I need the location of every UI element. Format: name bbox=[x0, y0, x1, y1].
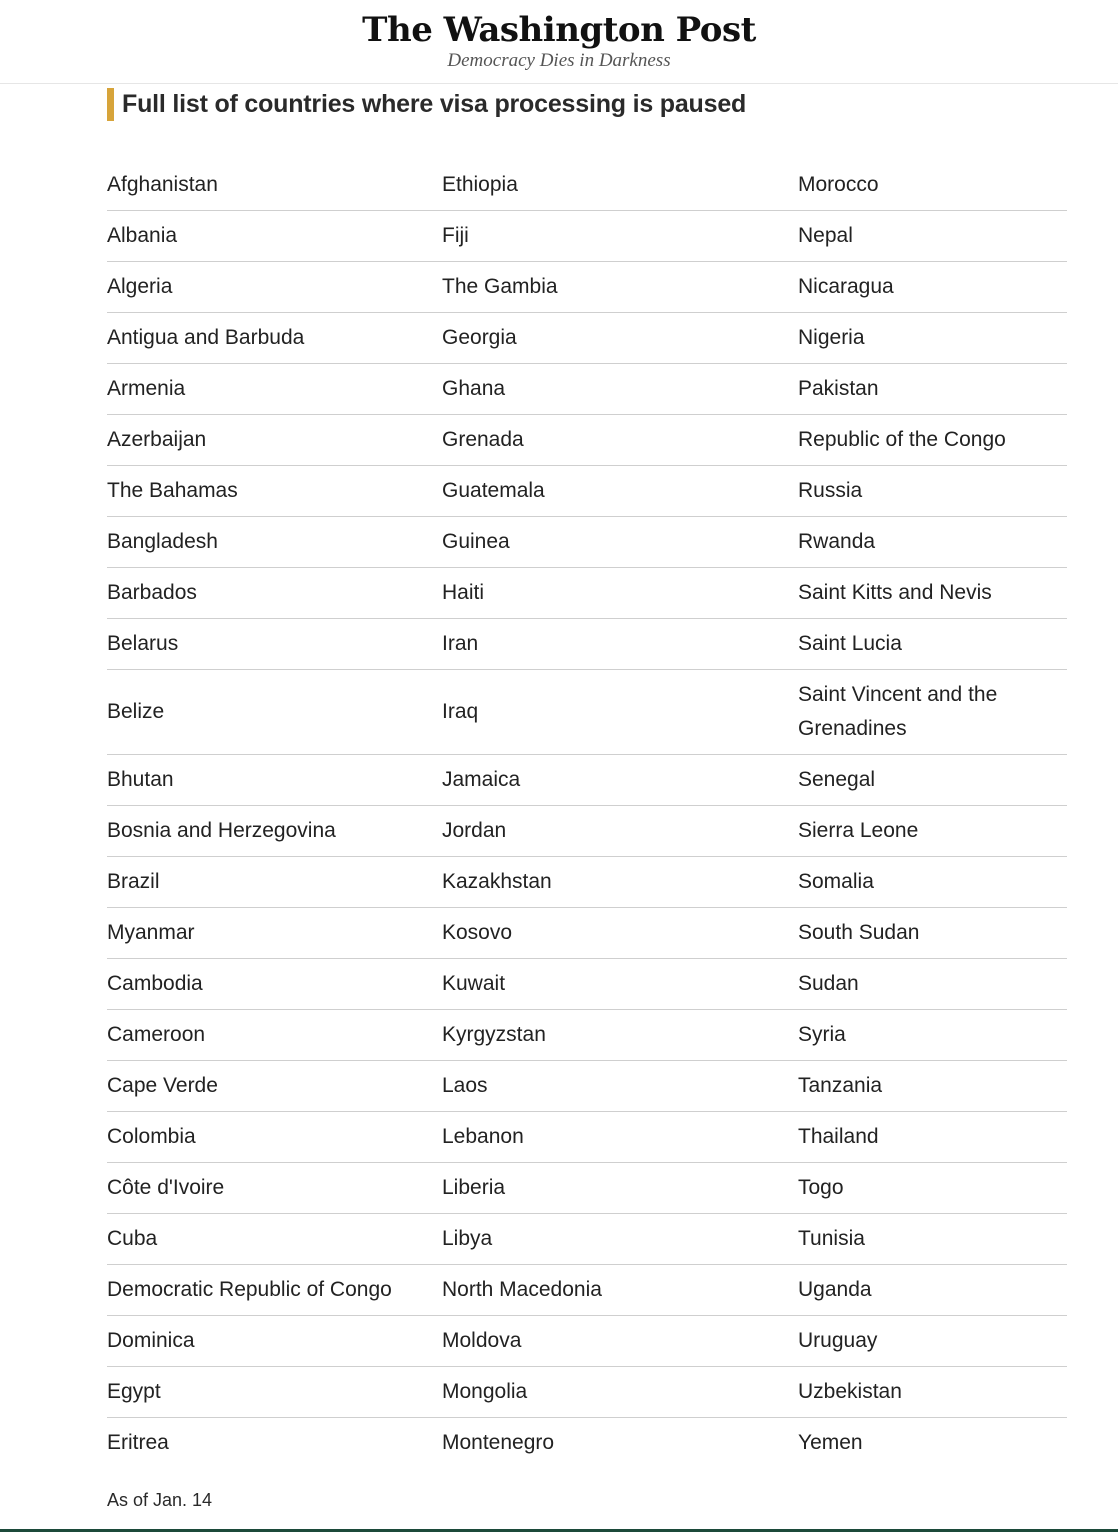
table-row bbox=[107, 262, 1067, 313]
country-cell: Montenegro bbox=[442, 1418, 798, 1469]
country-cell: Ghana bbox=[442, 364, 798, 415]
country-cell: Nepal bbox=[798, 211, 1067, 262]
country-cell: Republic of the Congo bbox=[798, 415, 1067, 466]
country-cell: The Gambia bbox=[442, 262, 798, 313]
country-cell: Sudan bbox=[798, 959, 1067, 1010]
country-cell: Saint Vincent and the Grenadines bbox=[798, 670, 1067, 755]
table-row bbox=[107, 1061, 1067, 1112]
table-row bbox=[107, 415, 1067, 466]
country-cell: Tunisia bbox=[798, 1214, 1067, 1265]
country-cell: Iraq bbox=[442, 670, 798, 755]
country-cell: Kosovo bbox=[442, 908, 798, 959]
countries-table bbox=[107, 160, 1067, 1468]
country-cell: Afghanistan bbox=[107, 173, 218, 196]
country-cell: Fiji bbox=[442, 211, 798, 262]
table-row bbox=[107, 568, 1067, 619]
headline-accent-bar bbox=[107, 88, 114, 121]
country-cell: Bosnia and Herzegovina bbox=[107, 806, 442, 857]
table-row bbox=[107, 517, 1067, 568]
country-cell: Uzbekistan bbox=[798, 1367, 1067, 1418]
country-cell: Saint Kitts and Nevis bbox=[798, 568, 1067, 619]
country-cell: Mongolia bbox=[442, 1367, 798, 1418]
country-cell: Yemen bbox=[798, 1418, 1067, 1469]
table-row bbox=[107, 670, 1067, 755]
country-cell: Belize bbox=[107, 670, 442, 755]
footnote-date: As of Jan. 14 bbox=[107, 1490, 213, 1510]
country-cell: North Macedonia bbox=[442, 1265, 798, 1316]
table-row bbox=[107, 1214, 1067, 1265]
country-cell: Colombia bbox=[107, 1112, 442, 1163]
country-cell: Cape Verde bbox=[107, 1061, 442, 1112]
country-cell: South Sudan bbox=[798, 908, 1067, 959]
country-cell: Algeria bbox=[107, 262, 442, 313]
country-cell: Nicaragua bbox=[798, 262, 1067, 313]
table-row bbox=[107, 160, 1067, 211]
country-cell: Brazil bbox=[107, 857, 442, 908]
country-cell: Uruguay bbox=[798, 1316, 1067, 1367]
country-cell: Antigua and Barbuda bbox=[107, 313, 442, 364]
washington-post-logo[interactable]: The Washington Post bbox=[362, 10, 756, 50]
country-cell: Russia bbox=[798, 466, 1067, 517]
country-cell: Georgia bbox=[442, 313, 798, 364]
country-cell: Myanmar bbox=[107, 908, 442, 959]
country-cell: Syria bbox=[798, 1010, 1067, 1061]
country-cell: Libya bbox=[442, 1214, 798, 1265]
country-cell: Belarus bbox=[107, 619, 442, 670]
country-cell: Sierra Leone bbox=[798, 806, 1067, 857]
country-cell: Liberia bbox=[442, 1163, 798, 1214]
table-row bbox=[107, 313, 1067, 364]
country-cell: Grenada bbox=[442, 415, 798, 466]
country-cell: Bhutan bbox=[107, 755, 442, 806]
table-row bbox=[107, 1010, 1067, 1061]
country-cell: Uganda bbox=[798, 1265, 1067, 1316]
table-row bbox=[107, 857, 1067, 908]
table-row bbox=[107, 466, 1067, 517]
table-row bbox=[107, 1316, 1067, 1367]
headline-text: Full list of countries where visa processing is paused bbox=[122, 89, 747, 118]
country-cell: Albania bbox=[107, 211, 442, 262]
masthead bbox=[0, 0, 1118, 84]
section-headline bbox=[107, 87, 1067, 121]
country-cell: Kuwait bbox=[442, 959, 798, 1010]
country-cell: Barbados bbox=[107, 568, 442, 619]
country-cell: Guinea bbox=[442, 517, 798, 568]
table-row bbox=[107, 908, 1067, 959]
country-cell: Morocco bbox=[798, 173, 879, 196]
country-cell: Tanzania bbox=[798, 1061, 1067, 1112]
country-cell: Cambodia bbox=[107, 959, 442, 1010]
country-cell: Senegal bbox=[798, 755, 1067, 806]
country-cell: Somalia bbox=[798, 857, 1067, 908]
table-row bbox=[107, 1112, 1067, 1163]
country-cell: Azerbaijan bbox=[107, 415, 442, 466]
countries-table-body bbox=[107, 160, 1067, 1468]
table-row bbox=[107, 755, 1067, 806]
country-cell: Haiti bbox=[442, 568, 798, 619]
table-row bbox=[107, 619, 1067, 670]
country-cell: Armenia bbox=[107, 364, 442, 415]
country-cell: Cuba bbox=[107, 1214, 442, 1265]
country-cell: Egypt bbox=[107, 1367, 442, 1418]
country-cell: Ethiopia bbox=[442, 173, 518, 196]
country-cell: Laos bbox=[442, 1061, 798, 1112]
country-cell: Saint Lucia bbox=[798, 619, 1067, 670]
table-row bbox=[107, 1367, 1067, 1418]
country-cell: Thailand bbox=[798, 1112, 1067, 1163]
country-cell: Lebanon bbox=[442, 1112, 798, 1163]
country-cell: Iran bbox=[442, 619, 798, 670]
table-row bbox=[107, 959, 1067, 1010]
country-cell: Jordan bbox=[442, 806, 798, 857]
table-row bbox=[107, 806, 1067, 857]
country-cell: Pakistan bbox=[798, 364, 1067, 415]
country-cell: Cameroon bbox=[107, 1010, 442, 1061]
country-cell: Guatemala bbox=[442, 466, 798, 517]
country-cell: Rwanda bbox=[798, 517, 1067, 568]
country-cell: Kazakhstan bbox=[442, 857, 798, 908]
country-cell: Bangladesh bbox=[107, 517, 442, 568]
table-row bbox=[107, 1418, 1067, 1469]
country-cell: The Bahamas bbox=[107, 466, 442, 517]
country-cell: Kyrgyzstan bbox=[442, 1010, 798, 1061]
article-content bbox=[107, 86, 1067, 1468]
country-cell: Jamaica bbox=[442, 755, 798, 806]
country-cell: Côte d'Ivoire bbox=[107, 1163, 442, 1214]
country-cell: Eritrea bbox=[107, 1418, 442, 1469]
country-cell: Dominica bbox=[107, 1316, 442, 1367]
country-cell: Nigeria bbox=[798, 313, 1067, 364]
table-row bbox=[107, 1265, 1067, 1316]
country-cell: Moldova bbox=[442, 1316, 798, 1367]
table-row bbox=[107, 1163, 1067, 1214]
country-cell: Democratic Republic of Congo bbox=[107, 1265, 442, 1316]
table-row bbox=[107, 364, 1067, 415]
table-row bbox=[107, 211, 1067, 262]
tagline: Democracy Dies in Darkness bbox=[447, 50, 671, 71]
country-cell: Togo bbox=[798, 1163, 1067, 1214]
